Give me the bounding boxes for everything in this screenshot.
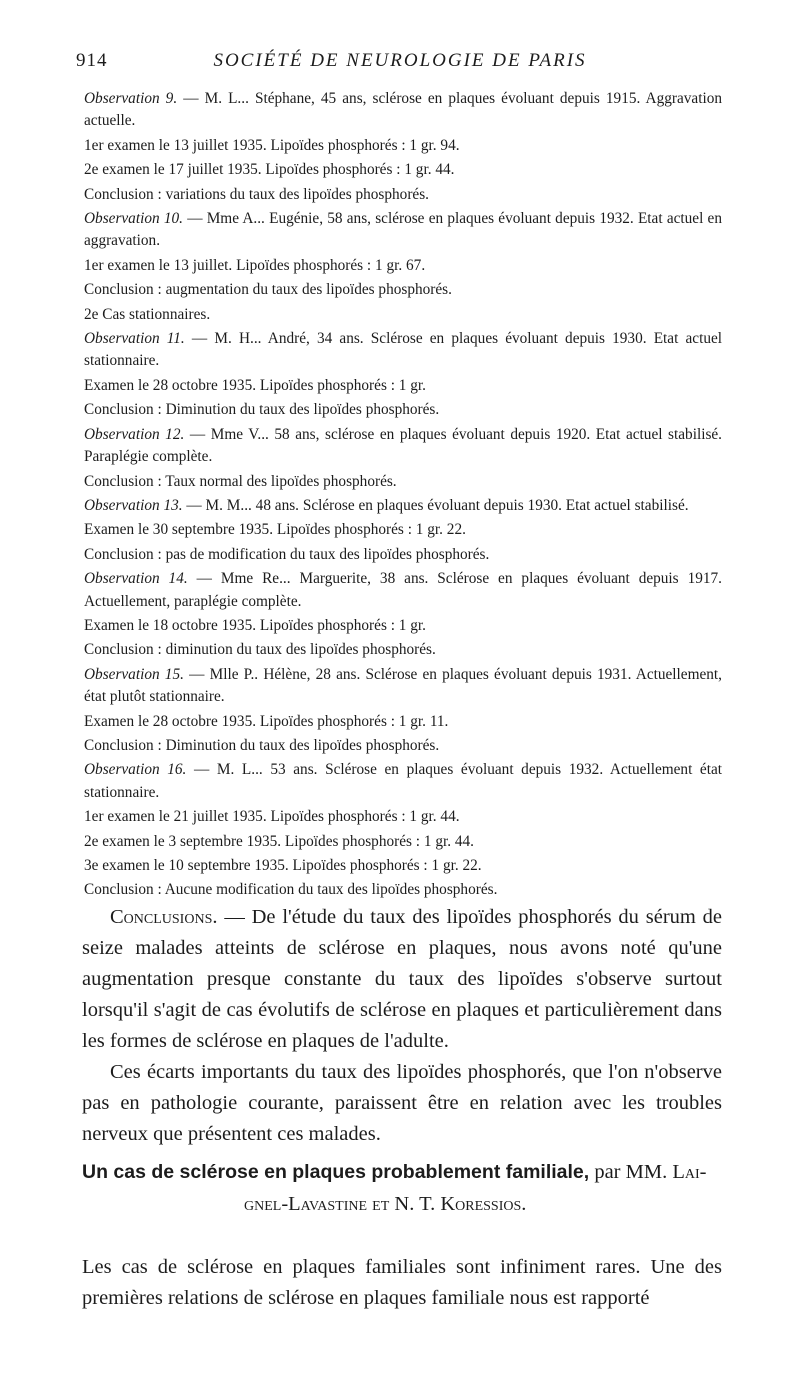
observation-line: Conclusion : augmentation du taux des lipoïdes phosphorés. — [84, 281, 452, 299]
conclusions-paragraph-1 — [82, 902, 722, 1057]
observation-line: Conclusion : Aucune modification du taux des lipoïdes phosphorés. — [84, 881, 498, 899]
observation-text: — M. H... André, 34 ans. Sclérose en plaques évoluant depuis 1930. Etat actuel stationnaire. — [84, 330, 723, 370]
article-intro-paragraph: Les cas de sclérose en plaques familiales sont infiniment rares. Une des premières relations de sclérose en plaques familiale nous est rapporté — [82, 1256, 722, 1309]
observation-heading — [84, 88, 722, 133]
observation-line: Examen le 28 octobre 1935. Lipoïdes phosphorés : 1 gr. — [84, 376, 426, 394]
observation-line: Examen le 18 octobre 1935. Lipoïdes phosphorés : 1 gr. — [84, 616, 426, 634]
observation-heading — [84, 664, 722, 709]
observation-line: 1er examen le 13 juillet. Lipoïdes phosphorés : 1 gr. 67. — [84, 256, 426, 274]
observation-text: — M. L... 53 ans. Sclérose en plaques évoluant depuis 1932. Actuellement état stationnaire. — [84, 761, 723, 801]
observation-line: Conclusion : Diminution du taux des lipoïdes phosphorés. — [84, 401, 440, 419]
observation-text: — Mme A... Eugénie, 58 ans, sclérose en plaques évoluant depuis 1932. Etat actuel en aggravation. — [84, 210, 722, 250]
observation-heading — [84, 568, 722, 613]
page-number: 914 — [76, 50, 108, 71]
observation-label: Observation 12. — [84, 425, 185, 443]
observation-line: 2e examen le 17 juillet 1935. Lipoïdes phosphorés : 1 gr. 44. — [84, 161, 455, 179]
observation-label: Observation 10. — [84, 210, 183, 228]
observation-line: 2e examen le 3 septembre 1935. Lipoïdes phosphorés : 1 gr. 44. — [84, 832, 474, 850]
observation-text: — Mme V... 58 ans, sclérose en plaques évoluant depuis 1920. Etat actuel stabilisé. Paraplégie complète. — [84, 425, 723, 466]
conclusions-section — [82, 902, 722, 1150]
observation-heading — [84, 759, 722, 804]
article-title-line — [82, 1156, 722, 1188]
observation-text: — M. L... Stéphane, 45 ans, sclérose en plaques évoluant depuis 1915. Aggravation actuelle. — [84, 90, 722, 130]
observations-section — [84, 88, 722, 904]
running-title: SOCIÉTÉ DE NEUROLOGIE DE PARIS — [213, 50, 587, 71]
article-authors-start: Lai- — [672, 1161, 707, 1183]
article-heading — [82, 1156, 722, 1220]
page-header — [0, 50, 800, 80]
observation-line: 1er examen le 13 juillet 1935. Lipoïdes phosphorés : 1 gr. 94. — [84, 136, 460, 154]
observation-text: — Mlle P.. Hélène, 28 ans. Sclérose en plaques évoluant depuis 1931. Actuellement, état plutôt stationnaire. — [84, 665, 722, 706]
observation-heading — [84, 208, 722, 253]
article-title: Un cas de sclérose en plaques probablement familiale, — [82, 1161, 590, 1183]
observation-text: — M. M... 48 ans. Sclérose en plaques évoluant depuis 1930. Etat actuel stabilisé. — [186, 496, 689, 514]
observation-heading — [84, 424, 722, 469]
observation-line: 3e examen le 10 septembre 1935. Lipoïdes phosphorés : 1 gr. 22. — [84, 857, 482, 874]
observation-heading — [84, 328, 722, 373]
observation-label: Observation 14. — [84, 570, 188, 588]
observation-line: 1er examen le 21 juillet 1935. Lipoïdes phosphorés : 1 gr. 44. — [84, 808, 460, 826]
article-body — [82, 1252, 722, 1314]
article-by: par MM. — [594, 1161, 668, 1183]
observation-label: Observation 11. — [84, 330, 185, 348]
conclusions-heading: Conclusions. — [110, 906, 218, 928]
observation-line: Examen le 30 septembre 1935. Lipoïdes phosphorés : 1 gr. 22. — [84, 521, 466, 539]
observation-heading — [84, 495, 722, 517]
conclusions-text-1: — De l'étude du taux des lipoïdes phosphorés du sérum de seize malades atteints de sclérose en plaques, nous avons noté qu'une augmentation presque constante du taux des lipoïdes s'observe surtout lorsqu'il s'agit de cas évolutifs de sclérose en plaques et particulièrement dans les formes de sclérose en plaques de l'adulte. — [82, 906, 723, 1052]
observation-label: Observation 13. — [84, 496, 183, 514]
observation-line: 2e Cas stationnaires. — [84, 305, 211, 323]
observation-label: Observation 9. — [84, 90, 178, 107]
observation-line: Conclusion : diminution du taux des lipoïdes phosphorés. — [84, 641, 436, 659]
observation-line: Conclusion : variations du taux des lipoïdes phosphorés. — [84, 185, 429, 203]
observation-label: Observation 15. — [84, 665, 184, 683]
observation-text: — Mme Re... Marguerite, 38 ans. Sclérose en plaques évoluant depuis 1917. Actuellement, paraplégie complète. — [84, 570, 722, 610]
observation-label: Observation 16. — [84, 761, 187, 779]
conclusions-paragraph-2: Ces écarts importants du taux des lipoïdes phosphorés, que l'on n'observe pas en pathologie courante, paraissent être en relation avec les troubles nerveux que présentent ces malades. — [82, 1061, 722, 1145]
article-authors: gnel-Lavastine et N. T. Koressios. — [244, 1193, 527, 1215]
observation-line: Conclusion : Taux normal des lipoïdes phosphorés. — [84, 472, 397, 490]
observation-line: Examen le 28 octobre 1935. Lipoïdes phosphorés : 1 gr. 11. — [84, 712, 449, 730]
observation-line: Conclusion : pas de modification du taux des lipoïdes phosphorés. — [84, 545, 490, 563]
observation-line: Conclusion : Diminution du taux des lipoïdes phosphorés. — [84, 736, 440, 754]
